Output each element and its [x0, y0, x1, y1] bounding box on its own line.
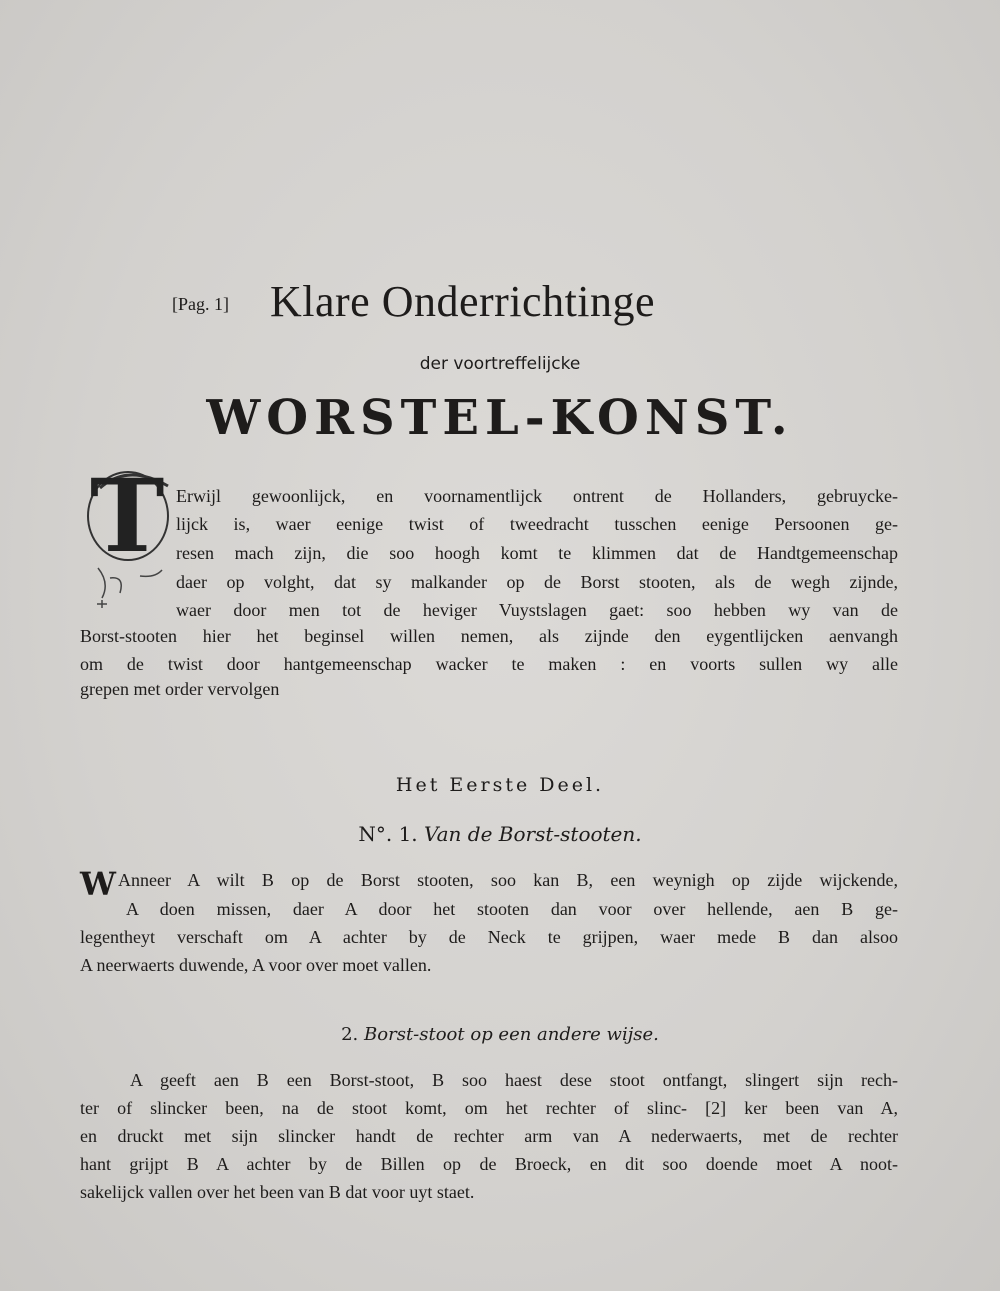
item2-line: en druckt met sijn slincker handt de rechter arm van A nederwaerts, met de rechter: [80, 1126, 898, 1146]
item1-line: Anneer A wilt B op de Borst stooten, soo kan B, een weynigh op zijde wijckende,: [118, 870, 898, 890]
item1-title: Van de Borst-stooten.: [424, 822, 642, 846]
item2-line: hant grijpt B A achter by de Billen op de Broeck, en dit soo doende moet A noot-: [80, 1154, 898, 1174]
item2-line: A geeft aen B een Borst-stoot, B soo haest dese stoot ontfangt, slingert sijn rech-: [130, 1070, 898, 1090]
intro-line: lijck is, waer eenige twist of tweedracht tusschen eenige Persoonen ge-: [176, 514, 898, 534]
section-heading: Het Eerste Deel.: [395, 774, 605, 796]
page-reference: [Pag. 1]: [172, 294, 229, 314]
item1-line: legentheyt verschaft om A achter by de Neck te grijpen, waer mede B dan alsoo: [80, 927, 898, 947]
item2-number: 2.: [341, 1024, 359, 1045]
ornamental-dropcap: [80, 458, 180, 608]
intro-line: Erwijl gewoonlijck, en voornamentlijck ontrent de Hollanders, gebruycke-: [176, 486, 898, 506]
item2-line: ter of slincker been, na de stoot komt, om het rechter of slinc- [2] ker been van A,: [80, 1098, 898, 1118]
item1-heading: [0, 822, 1000, 846]
item2-heading: [0, 1024, 1000, 1045]
intro-line: resen mach zijn, die soo hoogh komt te klimmen dat de Handtgemeenschap: [176, 543, 898, 563]
item1-number: N°. 1.: [358, 822, 418, 846]
dropcap-letter: T: [90, 457, 165, 575]
main-title: WORSTEL-KONST.: [206, 390, 794, 446]
intro-line: grepen met order vervolgen: [80, 679, 280, 699]
intro-line: daer op volght, dat sy malkander op de Borst stooten, als de wegh zijnde,: [176, 572, 898, 592]
intro-line: waer door men tot de heviger Vuystslagen gaet: soo hebben wy van de: [176, 600, 898, 620]
intro-line: Borst-stooten hier het beginsel willen nemen, als zijnde den eygentlijcken aenvangh: [80, 626, 898, 646]
page-title: Klare Onderrichtinge: [270, 277, 656, 326]
intro-line: om de twist door hantgemeenschap wacker te maken : en voorts sullen wy alle: [80, 654, 898, 674]
item2-line: sakelijck vallen over het been van B dat voor uyt staet.: [80, 1182, 475, 1202]
item2-title: Borst-stoot op een andere wijse.: [364, 1024, 659, 1045]
item1-line: A neerwaerts duwende, A voor over moet vallen.: [80, 955, 432, 975]
page-subtitle: der voortreffelijcke: [419, 354, 581, 374]
item1-initial: W: [80, 865, 116, 903]
item1-line: A doen missen, daer A door het stooten dan voor over hellende, aen B ge-: [126, 899, 898, 919]
